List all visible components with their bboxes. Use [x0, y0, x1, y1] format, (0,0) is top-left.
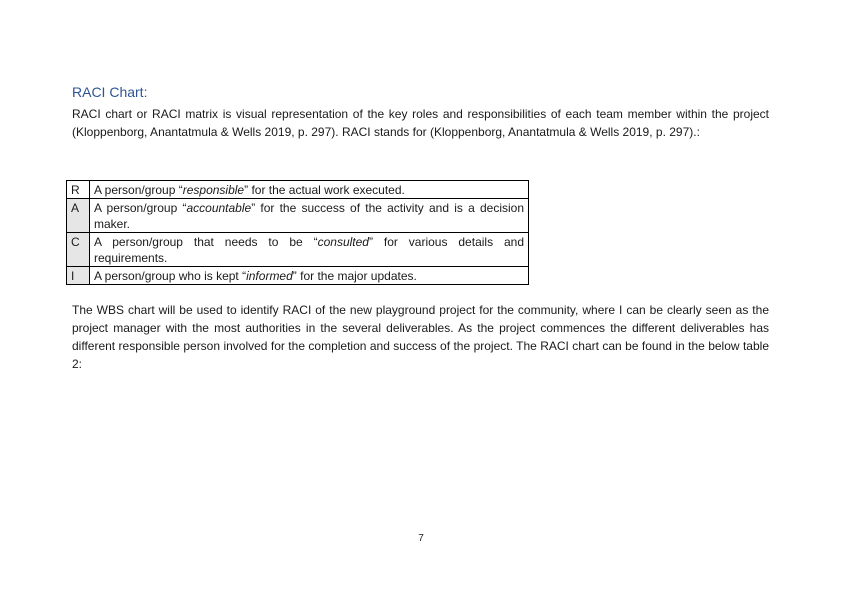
page-number: 7: [418, 533, 424, 544]
raci-role-term: accountable: [186, 201, 252, 215]
raci-letter: C: [67, 233, 90, 267]
table-row: [67, 199, 529, 233]
raci-role-term: consulted: [317, 235, 369, 249]
raci-role-term: responsible: [182, 183, 245, 197]
table-row: [67, 181, 529, 199]
intro-paragraph: RACI chart or RACI matrix is visual representation of the key roles and responsibilities of each team member within the project (Kloppenborg, Anantatmula & Wells 2019, p. 297). RACI stands for (Kloppenborg, Anantatmula & Wells 2019, p. 297).:: [72, 107, 769, 139]
raci-definition-table: [66, 180, 529, 285]
raci-letter: A: [67, 199, 90, 233]
raci-description: A person/group who is kept “informed” for the major updates.: [90, 267, 529, 285]
table-row: [67, 233, 529, 267]
raci-letter: I: [67, 267, 90, 285]
raci-description: A person/group “accountable” for the success of the activity and is a decision maker.: [90, 199, 529, 233]
raci-description: A person/group that needs to be “consulted” for various details and requirements.: [90, 233, 529, 267]
raci-role-term: informed: [246, 269, 293, 283]
closing-paragraph: The WBS chart will be used to identify RACI of the new playground project for the community, where I can be clearly seen as the project manager with the most authorities in the several deliverables. As the project commences the different deliverables has different responsible person involved for the completion and success of the project. The RACI chart can be found in the below table 2:: [72, 303, 769, 371]
table-row: [67, 267, 529, 285]
raci-letter: R: [67, 181, 90, 199]
raci-description: A person/group “responsible” for the actual work executed.: [90, 181, 529, 199]
section-heading: RACI Chart:: [72, 84, 148, 100]
